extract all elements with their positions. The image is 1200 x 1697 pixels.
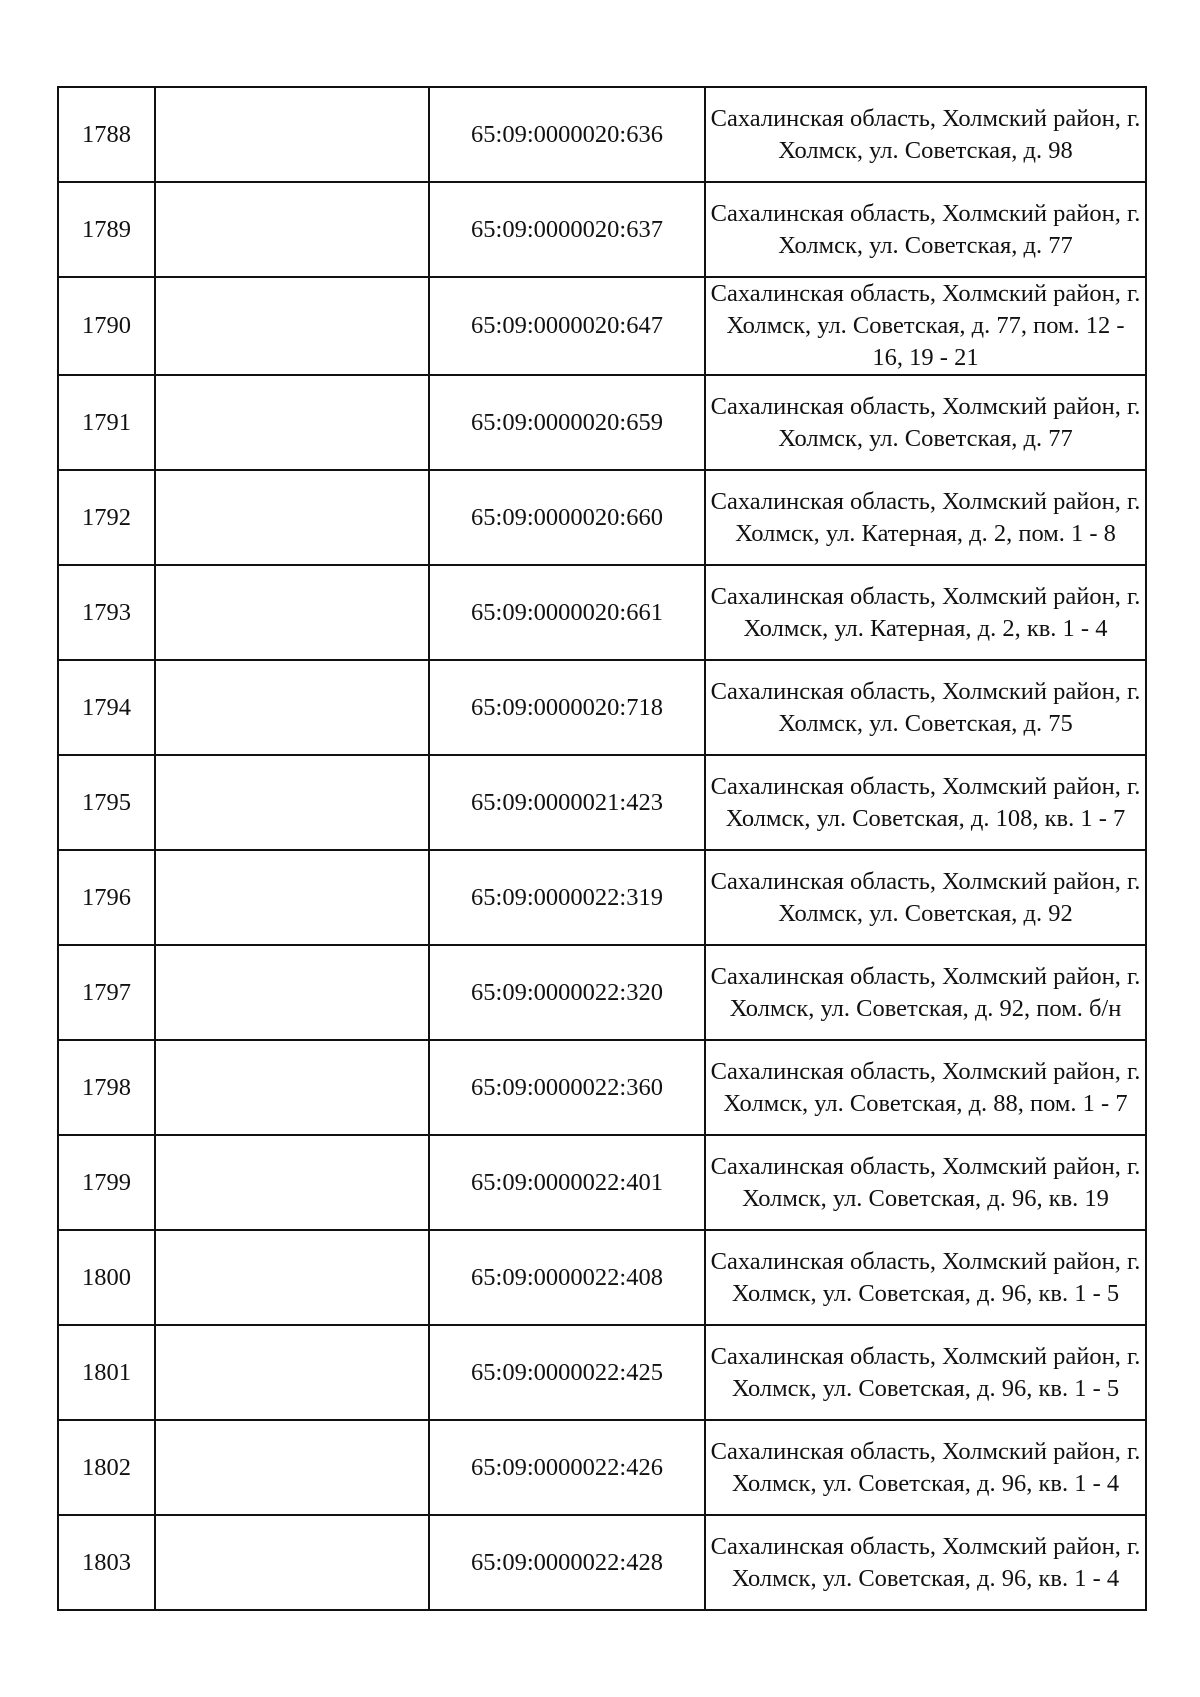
table-row xyxy=(58,850,1146,945)
row-number-cell: 1795 xyxy=(58,755,155,850)
address-cell: Сахалинская область, Холмский район, г. Холмск, ул. Советская, д. 75 xyxy=(705,660,1146,755)
row-number-cell: 1801 xyxy=(58,1325,155,1420)
row-number-cell: 1796 xyxy=(58,850,155,945)
empty-cell xyxy=(155,375,429,470)
table-row xyxy=(58,87,1146,182)
table-row xyxy=(58,1325,1146,1420)
property-table xyxy=(57,86,1147,1611)
address-cell: Сахалинская область, Холмский район, г. Холмск, ул. Советская, д. 77, пом. 12 - 16, 19 - 21 xyxy=(705,277,1146,375)
row-number-cell: 1797 xyxy=(58,945,155,1040)
address-cell: Сахалинская область, Холмский район, г. Холмск, ул. Советская, д. 98 xyxy=(705,87,1146,182)
table-row xyxy=(58,1135,1146,1230)
cadastral-number-cell: 65:09:0000022:320 xyxy=(429,945,705,1040)
table-body xyxy=(58,87,1146,1610)
table-row xyxy=(58,375,1146,470)
address-cell: Сахалинская область, Холмский район, г. Холмск, ул. Советская, д. 77 xyxy=(705,182,1146,277)
cadastral-number-cell: 65:09:0000020:636 xyxy=(429,87,705,182)
row-number-cell: 1790 xyxy=(58,277,155,375)
cadastral-number-cell: 65:09:0000022:426 xyxy=(429,1420,705,1515)
row-number-cell: 1789 xyxy=(58,182,155,277)
empty-cell xyxy=(155,182,429,277)
address-cell: Сахалинская область, Холмский район, г. Холмск, ул. Советская, д. 92 xyxy=(705,850,1146,945)
empty-cell xyxy=(155,1040,429,1135)
row-number-cell: 1798 xyxy=(58,1040,155,1135)
cadastral-number-cell: 65:09:0000022:408 xyxy=(429,1230,705,1325)
table-row xyxy=(58,1420,1146,1515)
address-cell: Сахалинская область, Холмский район, г. Холмск, ул. Советская, д. 108, кв. 1 - 7 xyxy=(705,755,1146,850)
row-number-cell: 1788 xyxy=(58,87,155,182)
empty-cell xyxy=(155,1420,429,1515)
empty-cell xyxy=(155,1325,429,1420)
empty-cell xyxy=(155,277,429,375)
row-number-cell: 1799 xyxy=(58,1135,155,1230)
address-cell: Сахалинская область, Холмский район, г. Холмск, ул. Советская, д. 88, пом. 1 - 7 xyxy=(705,1040,1146,1135)
row-number-cell: 1792 xyxy=(58,470,155,565)
empty-cell xyxy=(155,1230,429,1325)
address-cell: Сахалинская область, Холмский район, г. Холмск, ул. Катерная, д. 2, кв. 1 - 4 xyxy=(705,565,1146,660)
table-row xyxy=(58,277,1146,375)
cadastral-number-cell: 65:09:0000022:425 xyxy=(429,1325,705,1420)
cadastral-number-cell: 65:09:0000020:661 xyxy=(429,565,705,660)
address-cell: Сахалинская область, Холмский район, г. Холмск, ул. Советская, д. 96, кв. 1 - 5 xyxy=(705,1325,1146,1420)
empty-cell xyxy=(155,565,429,660)
address-cell: Сахалинская область, Холмский район, г. Холмск, ул. Катерная, д. 2, пом. 1 - 8 xyxy=(705,470,1146,565)
cadastral-number-cell: 65:09:0000020:659 xyxy=(429,375,705,470)
cadastral-number-cell: 65:09:0000020:660 xyxy=(429,470,705,565)
cadastral-number-cell: 65:09:0000020:637 xyxy=(429,182,705,277)
cadastral-number-cell: 65:09:0000020:647 xyxy=(429,277,705,375)
table-row xyxy=(58,755,1146,850)
row-number-cell: 1803 xyxy=(58,1515,155,1610)
empty-cell xyxy=(155,470,429,565)
table-row xyxy=(58,182,1146,277)
empty-cell xyxy=(155,87,429,182)
table-row xyxy=(58,565,1146,660)
row-number-cell: 1794 xyxy=(58,660,155,755)
table-row xyxy=(58,945,1146,1040)
cadastral-number-cell: 65:09:0000022:401 xyxy=(429,1135,705,1230)
address-cell: Сахалинская область, Холмский район, г. Холмск, ул. Советская, д. 96, кв. 1 - 4 xyxy=(705,1515,1146,1610)
empty-cell xyxy=(155,1135,429,1230)
table-row xyxy=(58,660,1146,755)
empty-cell xyxy=(155,660,429,755)
address-cell: Сахалинская область, Холмский район, г. Холмск, ул. Советская, д. 96, кв. 19 xyxy=(705,1135,1146,1230)
row-number-cell: 1800 xyxy=(58,1230,155,1325)
cadastral-number-cell: 65:09:0000020:718 xyxy=(429,660,705,755)
table-row xyxy=(58,1040,1146,1135)
table-row xyxy=(58,1230,1146,1325)
address-cell: Сахалинская область, Холмский район, г. Холмск, ул. Советская, д. 77 xyxy=(705,375,1146,470)
row-number-cell: 1802 xyxy=(58,1420,155,1515)
row-number-cell: 1791 xyxy=(58,375,155,470)
address-cell: Сахалинская область, Холмский район, г. Холмск, ул. Советская, д. 92, пом. б/н xyxy=(705,945,1146,1040)
row-number-cell: 1793 xyxy=(58,565,155,660)
table-row xyxy=(58,470,1146,565)
table-row xyxy=(58,1515,1146,1610)
cadastral-number-cell: 65:09:0000021:423 xyxy=(429,755,705,850)
empty-cell xyxy=(155,850,429,945)
empty-cell xyxy=(155,1515,429,1610)
cadastral-number-cell: 65:09:0000022:428 xyxy=(429,1515,705,1610)
address-cell: Сахалинская область, Холмский район, г. Холмск, ул. Советская, д. 96, кв. 1 - 4 xyxy=(705,1420,1146,1515)
cadastral-number-cell: 65:09:0000022:319 xyxy=(429,850,705,945)
address-cell: Сахалинская область, Холмский район, г. Холмск, ул. Советская, д. 96, кв. 1 - 5 xyxy=(705,1230,1146,1325)
empty-cell xyxy=(155,945,429,1040)
empty-cell xyxy=(155,755,429,850)
cadastral-number-cell: 65:09:0000022:360 xyxy=(429,1040,705,1135)
